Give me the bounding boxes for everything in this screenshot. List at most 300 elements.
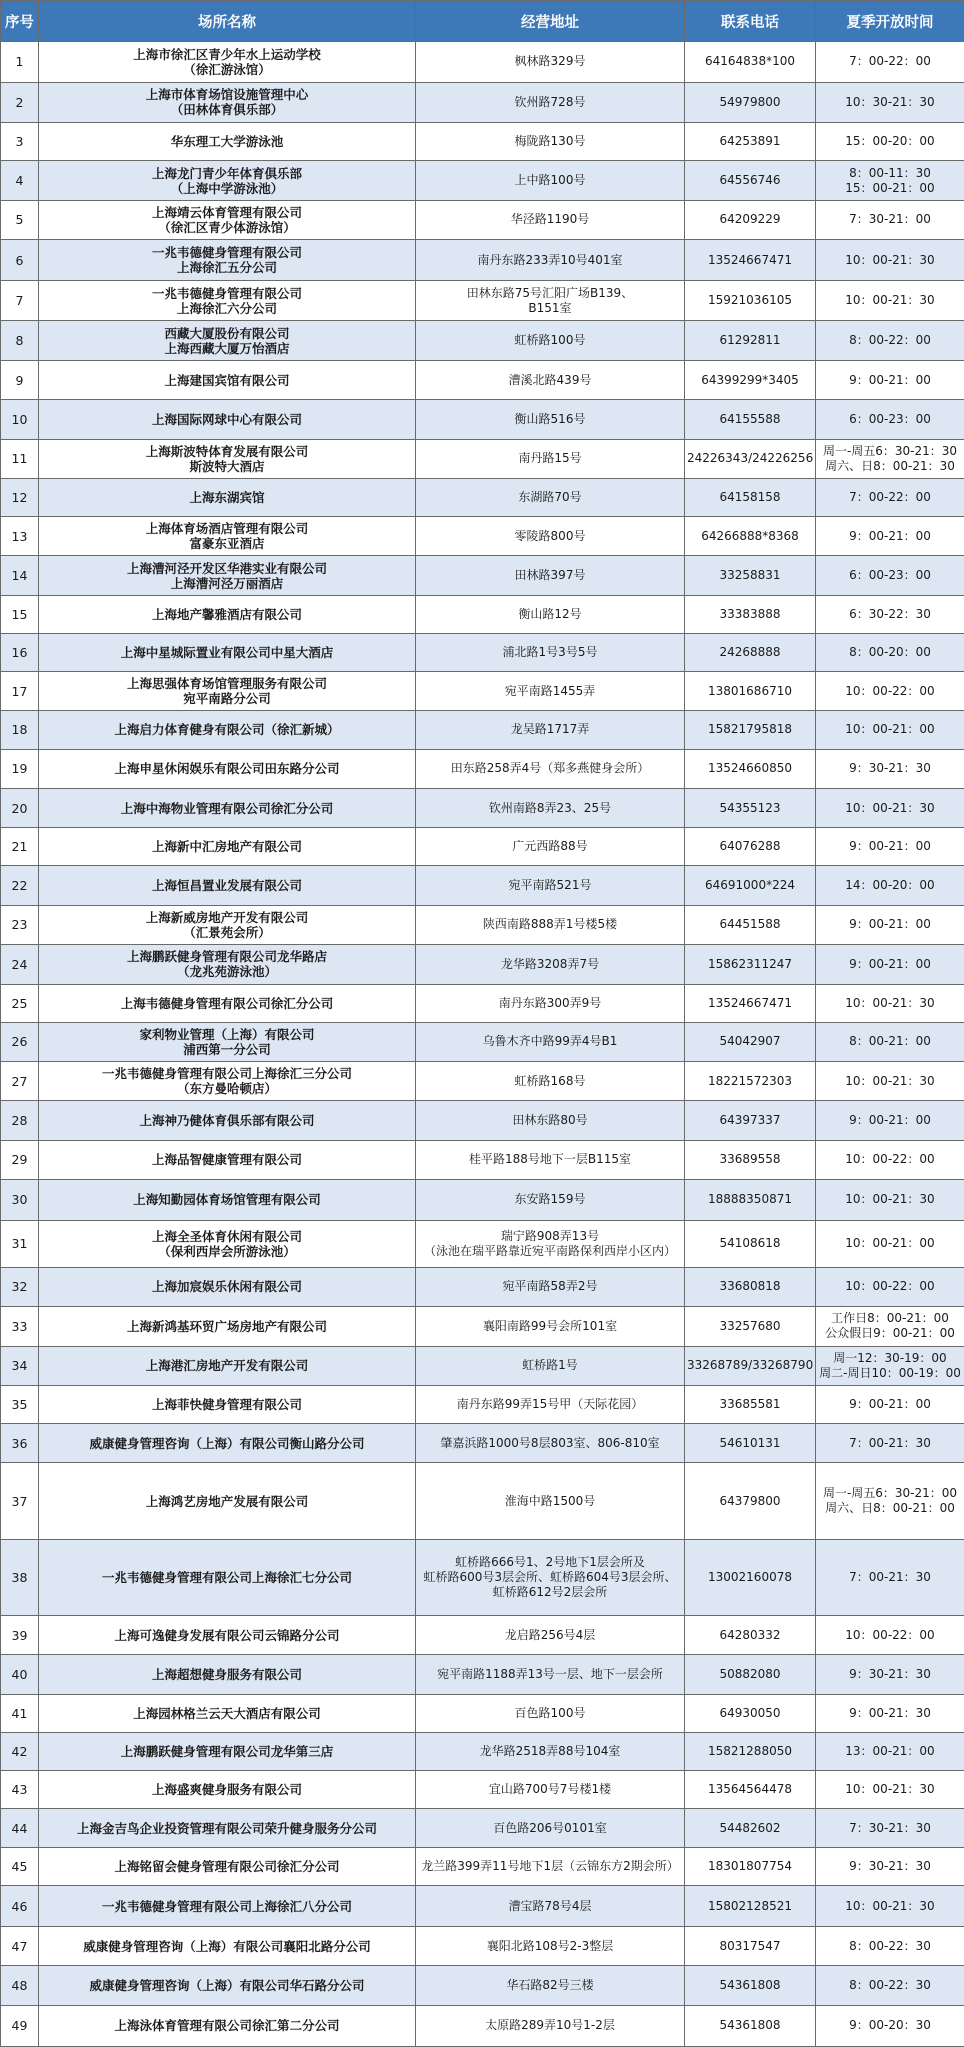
venue-address-line: 田林东路75号汇阳广场B139、 [466, 285, 634, 300]
table-row [1, 1848, 964, 1886]
table-row [1, 1346, 964, 1385]
table-row [1, 672, 964, 711]
venue-hours [816, 1101, 964, 1140]
venue-phone: 18221572303 [685, 1062, 816, 1101]
table-row [1, 2005, 964, 2046]
venue-name-line: （徐汇游泳馆） [183, 61, 271, 77]
table-row [1, 984, 964, 1022]
venue-name-line: 上海市徐汇区青少年水上运动学校 [133, 46, 321, 62]
row-number: 35 [1, 1385, 39, 1423]
venue-address-line: 南丹东路300弄9号 [498, 995, 602, 1010]
venue-phone: 13524660850 [685, 749, 816, 788]
row-number: 7 [1, 280, 39, 321]
venue-name-line: 上海靖云体育管理有限公司 [151, 204, 302, 220]
row-number: 9 [1, 360, 39, 399]
table-row [1, 360, 964, 399]
venue-address [416, 1966, 685, 2005]
venue-phone: 33258831 [685, 556, 816, 595]
row-number: 41 [1, 1694, 39, 1732]
venue-phone: 24268888 [685, 633, 816, 671]
venue-address [416, 1770, 685, 1808]
venue-hours-line: 10：00-21：30 [845, 800, 935, 815]
table-row [1, 1424, 964, 1463]
table-row [1, 905, 964, 944]
venue-address-line: 宛平南路521号 [508, 878, 592, 893]
venue-hours-line: 周六、日8：00-21：30 [825, 458, 955, 473]
venue-address-line: 上中路100号 [514, 173, 586, 188]
venue-name [39, 1694, 416, 1732]
venue-hours [816, 1770, 964, 1808]
venue-address [416, 711, 685, 749]
venue-hours-line: 10：00-22：00 [845, 1627, 935, 1642]
venue-phone: 64556746 [685, 161, 816, 200]
venue-name-line: 上海徐汇五分公司 [176, 260, 277, 275]
venue-phone: 15821795818 [685, 711, 816, 749]
venue-name-line: 浦西第一分公司 [183, 1041, 271, 1057]
table-row [1, 200, 964, 239]
venue-name [39, 1615, 416, 1654]
venue-name-line: 上海地产馨雅酒店有限公司 [151, 606, 302, 622]
venue-address [416, 400, 685, 439]
row-number: 38 [1, 1539, 39, 1615]
venue-hours [816, 1694, 964, 1732]
venue-name-line: 华东理工大学游泳池 [170, 134, 284, 150]
venue-address [416, 556, 685, 595]
row-number: 28 [1, 1101, 39, 1140]
venue-hours [816, 711, 964, 749]
row-number: 43 [1, 1770, 39, 1808]
venue-address-line: （泳池在瑞平路靠近宛平南路保利西岸小区内） [423, 1243, 676, 1258]
venue-hours-line: 14：00-20：00 [845, 878, 935, 893]
venue-name-line: 上海市体育场馆设施管理中心 [145, 87, 309, 103]
venue-phone: 18888350871 [685, 1180, 816, 1221]
venue-phone: 33257680 [685, 1307, 816, 1346]
venue-name-line: （田林体育俱乐部） [170, 102, 284, 118]
row-number: 25 [1, 984, 39, 1022]
venue-name [39, 1220, 416, 1267]
table-row [1, 866, 964, 905]
venue-address [416, 321, 685, 360]
table-row [1, 1140, 964, 1179]
venue-name-line: 上海思强体育场馆管理服务有限公司 [126, 676, 327, 692]
venue-hours [816, 633, 964, 671]
venue-hours-line: 10：00-22：00 [845, 683, 935, 698]
venue-name-line: （汇景苑会所） [183, 924, 271, 940]
table-row [1, 828, 964, 866]
venue-phone: 13002160078 [685, 1539, 816, 1615]
venue-address [416, 905, 685, 944]
table-row [1, 1267, 964, 1306]
venue-hours-line: 10：00-21：00 [845, 722, 935, 737]
venue-phone: 54361808 [685, 1966, 816, 2005]
venue-hours-line: 10：00-21：00 [845, 1236, 935, 1251]
venue-hours [816, 1615, 964, 1654]
venue-name [39, 1848, 416, 1886]
venue-name-line: 一兆韦德健身管理有限公司 [151, 285, 302, 301]
venue-phone: 15862311247 [685, 945, 816, 984]
header-phone: 联系电话 [685, 1, 816, 42]
venue-phone: 54361808 [685, 2005, 816, 2046]
venue-address [416, 360, 685, 399]
venue-name [39, 828, 416, 866]
venue-phone: 61292811 [685, 321, 816, 360]
venue-name [39, 1140, 416, 1179]
venue-address-line: 龙吴路1717弄 [510, 722, 590, 737]
venue-hours [816, 1140, 964, 1179]
venue-name [39, 200, 416, 239]
row-number: 18 [1, 711, 39, 749]
row-number: 45 [1, 1848, 39, 1886]
row-number: 5 [1, 200, 39, 239]
table-row [1, 633, 964, 671]
venue-hours [816, 517, 964, 556]
venue-phone: 64164838*100 [685, 42, 816, 83]
row-number: 48 [1, 1966, 39, 2005]
venue-address [416, 1062, 685, 1101]
venue-hours [816, 1463, 964, 1539]
row-number: 30 [1, 1180, 39, 1221]
venue-name [39, 984, 416, 1022]
venue-name [39, 1180, 416, 1221]
venue-address [416, 672, 685, 711]
row-number: 17 [1, 672, 39, 711]
row-number: 10 [1, 400, 39, 439]
venue-name-line: 上海斯波特体育发展有限公司 [145, 443, 309, 459]
venue-hours-line: 7：00-21：30 [849, 1435, 931, 1450]
venue-address [416, 2005, 685, 2046]
row-number: 46 [1, 1886, 39, 1927]
row-number: 44 [1, 1808, 39, 1847]
venue-hours [816, 1267, 964, 1306]
venue-phone: 64930050 [685, 1694, 816, 1732]
venue-name-line: 威康健身管理咨询（上海）有限公司衡山路分公司 [89, 1435, 365, 1451]
venue-address-line: 龙启路256号4层 [504, 1627, 596, 1642]
venue-name-line: 上海东湖宾馆 [189, 490, 265, 506]
venue-address-line: 虹桥路100号 [514, 333, 586, 348]
table-row [1, 1101, 964, 1140]
venue-hours-line: 周一12：30-19：00 [833, 1350, 947, 1365]
venue-name-line: 上海中星城际置业有限公司中星大酒店 [120, 645, 334, 660]
venue-name-line: 上海建国宾馆有限公司 [164, 372, 290, 388]
venue-hours [816, 672, 964, 711]
venue-address [416, 1267, 685, 1306]
venue-hours-line: 工作日8：00-21：00 [831, 1311, 949, 1326]
venue-address [416, 240, 685, 281]
venue-hours-line: 10：00-21：30 [845, 1898, 935, 1913]
venue-hours-line: 10：00-21：30 [845, 995, 935, 1010]
venue-hours-line: 7：00-22：00 [849, 490, 931, 505]
venue-name [39, 2005, 416, 2046]
venue-name-line: 上海铭留会健身管理有限公司徐汇分公司 [114, 1859, 340, 1875]
venue-hours-line: 10：00-21：30 [845, 1073, 935, 1088]
venue-hours-line: 9：30-21：30 [849, 1666, 931, 1681]
venue-name-line: 富豪东亚酒店 [189, 536, 265, 552]
row-number: 40 [1, 1655, 39, 1694]
venue-name-line: 宛平南路分公司 [183, 691, 271, 707]
venue-address-line: 田东路258弄4号（郑多燕健身会所） [450, 761, 650, 776]
table-row [1, 1180, 964, 1221]
venue-name [39, 82, 416, 123]
venue-name [39, 749, 416, 788]
venue-hours [816, 439, 964, 478]
venue-hours-line: 周一-周五6：30-21：30 [822, 443, 958, 458]
venue-name-line: 上海漕河泾万丽酒店 [170, 575, 284, 591]
row-number: 15 [1, 595, 39, 633]
venue-address-line: 田林路397号 [514, 568, 586, 583]
table-body [1, 42, 964, 2047]
venue-hours-line: 周二-周日10：00-19：00 [819, 1365, 961, 1380]
venue-name-line: 家利物业管理（上海）有限公司 [139, 1026, 315, 1042]
venue-name [39, 478, 416, 516]
table-row [1, 1966, 964, 2005]
venue-hours-line: 9：00-21：00 [849, 1396, 931, 1411]
venue-phone: 33685581 [685, 1385, 816, 1423]
venue-name [39, 1267, 416, 1306]
venue-address-line: 龙华路2518弄88号104室 [479, 1743, 621, 1758]
venue-hours [816, 200, 964, 239]
table-row [1, 945, 964, 984]
venue-address [416, 439, 685, 478]
row-number: 1 [1, 42, 39, 83]
venue-name-line: 上海全圣体育休闲有限公司 [151, 1228, 302, 1244]
venue-address-line: 东湖路70号 [518, 490, 582, 505]
row-number: 13 [1, 517, 39, 556]
row-number: 29 [1, 1140, 39, 1179]
venue-name [39, 1022, 416, 1061]
venue-address-line: 百色路206号0101室 [493, 1820, 607, 1835]
venue-name-line: 上海港汇房地产开发有限公司 [145, 1358, 309, 1374]
venue-phone: 13524667471 [685, 240, 816, 281]
venue-address [416, 945, 685, 984]
venue-address [416, 1732, 685, 1770]
row-number: 21 [1, 828, 39, 866]
venue-name-line: 上海龙门青少年体育俱乐部 [151, 165, 302, 181]
venue-hours [816, 1848, 964, 1886]
row-number: 14 [1, 556, 39, 595]
venue-address [416, 478, 685, 516]
venue-name-line: 上海徐汇六分公司 [176, 300, 277, 316]
venue-address-line: B151室 [528, 300, 572, 315]
venue-name [39, 1886, 416, 1927]
venue-address-line: 东安路159号 [514, 1192, 586, 1207]
table-row [1, 478, 964, 516]
row-number: 4 [1, 161, 39, 200]
table-row [1, 1385, 964, 1423]
venue-hours-line: 8：00-22：30 [849, 1938, 931, 1953]
venue-hours-line: 周六、日8：00-21：00 [825, 1501, 955, 1516]
venue-phone: 50882080 [685, 1655, 816, 1694]
venue-hours-line: 15：00-21：00 [845, 180, 935, 195]
venue-address [416, 1022, 685, 1061]
venue-name [39, 400, 416, 439]
venue-name-line: 一兆韦德健身管理有限公司上海徐汇七分公司 [101, 1569, 352, 1585]
venue-address [416, 1927, 685, 1966]
venue-name-line: 上海中海物业管理有限公司徐汇分公司 [120, 800, 334, 816]
venue-hours [816, 360, 964, 399]
venue-phone: 64691000*224 [685, 866, 816, 905]
venue-name-line: （东方曼哈顿店） [176, 1081, 277, 1097]
venue-name-line: （徐汇区青少体游泳馆） [158, 219, 296, 235]
venue-address-line: 宛平南路1188弄13号一层、地下一层会所 [437, 1666, 663, 1681]
venue-name [39, 1539, 416, 1615]
table-row [1, 1307, 964, 1346]
venue-phone: 54355123 [685, 788, 816, 827]
venue-hours-line: 6：30-22：30 [849, 606, 931, 621]
row-number: 26 [1, 1022, 39, 1061]
venue-hours [816, 984, 964, 1022]
venue-phone: 13524667471 [685, 984, 816, 1022]
table-row [1, 595, 964, 633]
table-row [1, 1927, 964, 1966]
table-row [1, 123, 964, 161]
venue-phone: 54482602 [685, 1808, 816, 1847]
venue-hours [816, 1022, 964, 1061]
venue-hours [816, 556, 964, 595]
venue-name-line: 上海韦德健身管理有限公司徐汇分公司 [120, 995, 334, 1011]
venue-name [39, 1770, 416, 1808]
header-name: 场所名称 [39, 1, 416, 42]
venue-phone: 15802128521 [685, 1886, 816, 1927]
venue-address-line: 襄阳北路108号2-3整层 [486, 1938, 614, 1953]
venue-hours [816, 595, 964, 633]
venue-phone: 64253891 [685, 123, 816, 161]
venue-name [39, 711, 416, 749]
venue-address-line: 桂平路188号地下一层B115室 [468, 1152, 632, 1167]
venue-name-line: 一兆韦德健身管理有限公司 [151, 245, 302, 260]
venue-phone: 15821288050 [685, 1732, 816, 1770]
venue-name [39, 595, 416, 633]
venue-name [39, 42, 416, 83]
venue-hours [816, 788, 964, 827]
venue-hours-line: 7：00-22：00 [849, 54, 931, 69]
venue-hours [816, 321, 964, 360]
venue-name-line: 威康健身管理咨询（上海）有限公司襄阳北路分公司 [83, 1938, 371, 1954]
table-row [1, 400, 964, 439]
venue-address [416, 1180, 685, 1221]
venue-name-line: （上海中学游泳池） [170, 180, 284, 196]
row-number: 20 [1, 788, 39, 827]
venue-hours-line: 6：00-23：00 [849, 411, 931, 426]
venue-address-line: 淮海中路1500号 [504, 1493, 596, 1508]
venue-name-line: 上海鹏跃健身管理有限公司龙华路店 [126, 949, 327, 965]
venue-phone: 33680818 [685, 1267, 816, 1306]
venue-phone: 33383888 [685, 595, 816, 633]
venue-address [416, 1808, 685, 1847]
venue-name [39, 1463, 416, 1539]
row-number: 33 [1, 1307, 39, 1346]
venue-address-line: 龙兰路399弄11号地下1层（云锦东方2期会所） [421, 1859, 679, 1874]
venue-hours-line: 6：00-23：00 [849, 568, 931, 583]
row-number: 27 [1, 1062, 39, 1101]
venue-address-line: 南丹东路233弄10号401室 [477, 252, 623, 267]
venue-address [416, 595, 685, 633]
venue-name-line: 上海金吉鸟企业投资管理有限公司荣升健身服务分公司 [76, 1820, 377, 1836]
venue-address [416, 42, 685, 83]
venue-phone: 64155588 [685, 400, 816, 439]
venue-hours-line: 15：00-20：00 [845, 134, 935, 149]
table-row [1, 82, 964, 123]
venue-hours-line: 周一-周五6：30-21：00 [822, 1486, 958, 1501]
table-row [1, 1655, 964, 1694]
venue-hours-line: 10：00-21：30 [845, 293, 935, 308]
venue-name [39, 161, 416, 200]
venue-address [416, 828, 685, 866]
venue-hours [816, 42, 964, 83]
venue-name [39, 1808, 416, 1847]
venue-address [416, 1220, 685, 1267]
venue-phone: 80317547 [685, 1927, 816, 1966]
row-number: 23 [1, 905, 39, 944]
table-row [1, 1062, 964, 1101]
venue-name-line: 上海鸿艺房地产发展有限公司 [145, 1493, 309, 1509]
venue-hours-line: 9：30-21：30 [849, 1859, 931, 1874]
row-number: 8 [1, 321, 39, 360]
venue-hours [816, 161, 964, 200]
table-row [1, 1463, 964, 1539]
venue-address-line: 浦北路1号3号5号 [502, 645, 598, 659]
table-row [1, 240, 964, 281]
venue-hours [816, 1732, 964, 1770]
venue-hours-line: 10：00-21：30 [845, 1781, 935, 1796]
venue-hours-line: 9：00-21：00 [849, 956, 931, 971]
venue-name-line: 上海神乃健体育俱乐部有限公司 [139, 1113, 315, 1129]
venue-address-line: 漕溪北路439号 [508, 372, 592, 387]
venue-phone: 24226343/24226256 [685, 439, 816, 478]
venue-name-line: 上海盛爽健身服务有限公司 [151, 1781, 302, 1797]
table-row [1, 1886, 964, 1927]
venue-name-line: 一兆韦德健身管理有限公司上海徐汇三分公司 [101, 1066, 352, 1082]
venue-hours-line: 7：30-21：00 [849, 212, 931, 227]
venue-phone: 54108618 [685, 1220, 816, 1267]
venue-hours-line: 8：00-22：30 [849, 1978, 931, 1993]
venue-hours [816, 1424, 964, 1463]
venue-hours [816, 1886, 964, 1927]
venue-hours-line: 10：00-22：00 [845, 1152, 935, 1167]
venue-name [39, 633, 416, 671]
venue-hours-line: 9：00-21：00 [849, 372, 931, 387]
venue-hours [816, 1655, 964, 1694]
venue-address-line: 南丹东路99弄15号甲（天际花园） [456, 1396, 644, 1411]
table-row [1, 1022, 964, 1061]
venue-phone: 13801686710 [685, 672, 816, 711]
venue-hours [816, 1180, 964, 1221]
venue-hours-line: 8：00-20：00 [849, 645, 931, 659]
venue-phone: 64266888*8368 [685, 517, 816, 556]
venue-address [416, 1694, 685, 1732]
venue-address-line: 宜山路700号7号楼1楼 [488, 1781, 612, 1796]
venue-address-line: 华泾路1190号 [510, 212, 590, 227]
venue-hours [816, 945, 964, 984]
venue-hours [816, 1062, 964, 1101]
venue-address-line: 宛平南路1455弄 [504, 683, 596, 698]
venue-hours-line: 9：00-20：30 [849, 2018, 931, 2033]
venue-hours-line: 8：00-21：00 [849, 1034, 931, 1049]
venue-name [39, 240, 416, 281]
table-row [1, 1694, 964, 1732]
row-number: 12 [1, 478, 39, 516]
venue-address [416, 1655, 685, 1694]
venue-name [39, 905, 416, 944]
venue-name-line: （龙兆苑游泳池） [176, 964, 277, 980]
venue-phone: 64451588 [685, 905, 816, 944]
venue-name [39, 439, 416, 478]
venue-name [39, 1346, 416, 1385]
venue-address [416, 1463, 685, 1539]
venue-address [416, 1385, 685, 1423]
venue-name-line: 上海漕河泾开发区华港实业有限公司 [126, 560, 327, 576]
venue-name-line: 威康健身管理咨询（上海）有限公司华石路分公司 [89, 1978, 365, 1994]
venue-name [39, 1385, 416, 1423]
